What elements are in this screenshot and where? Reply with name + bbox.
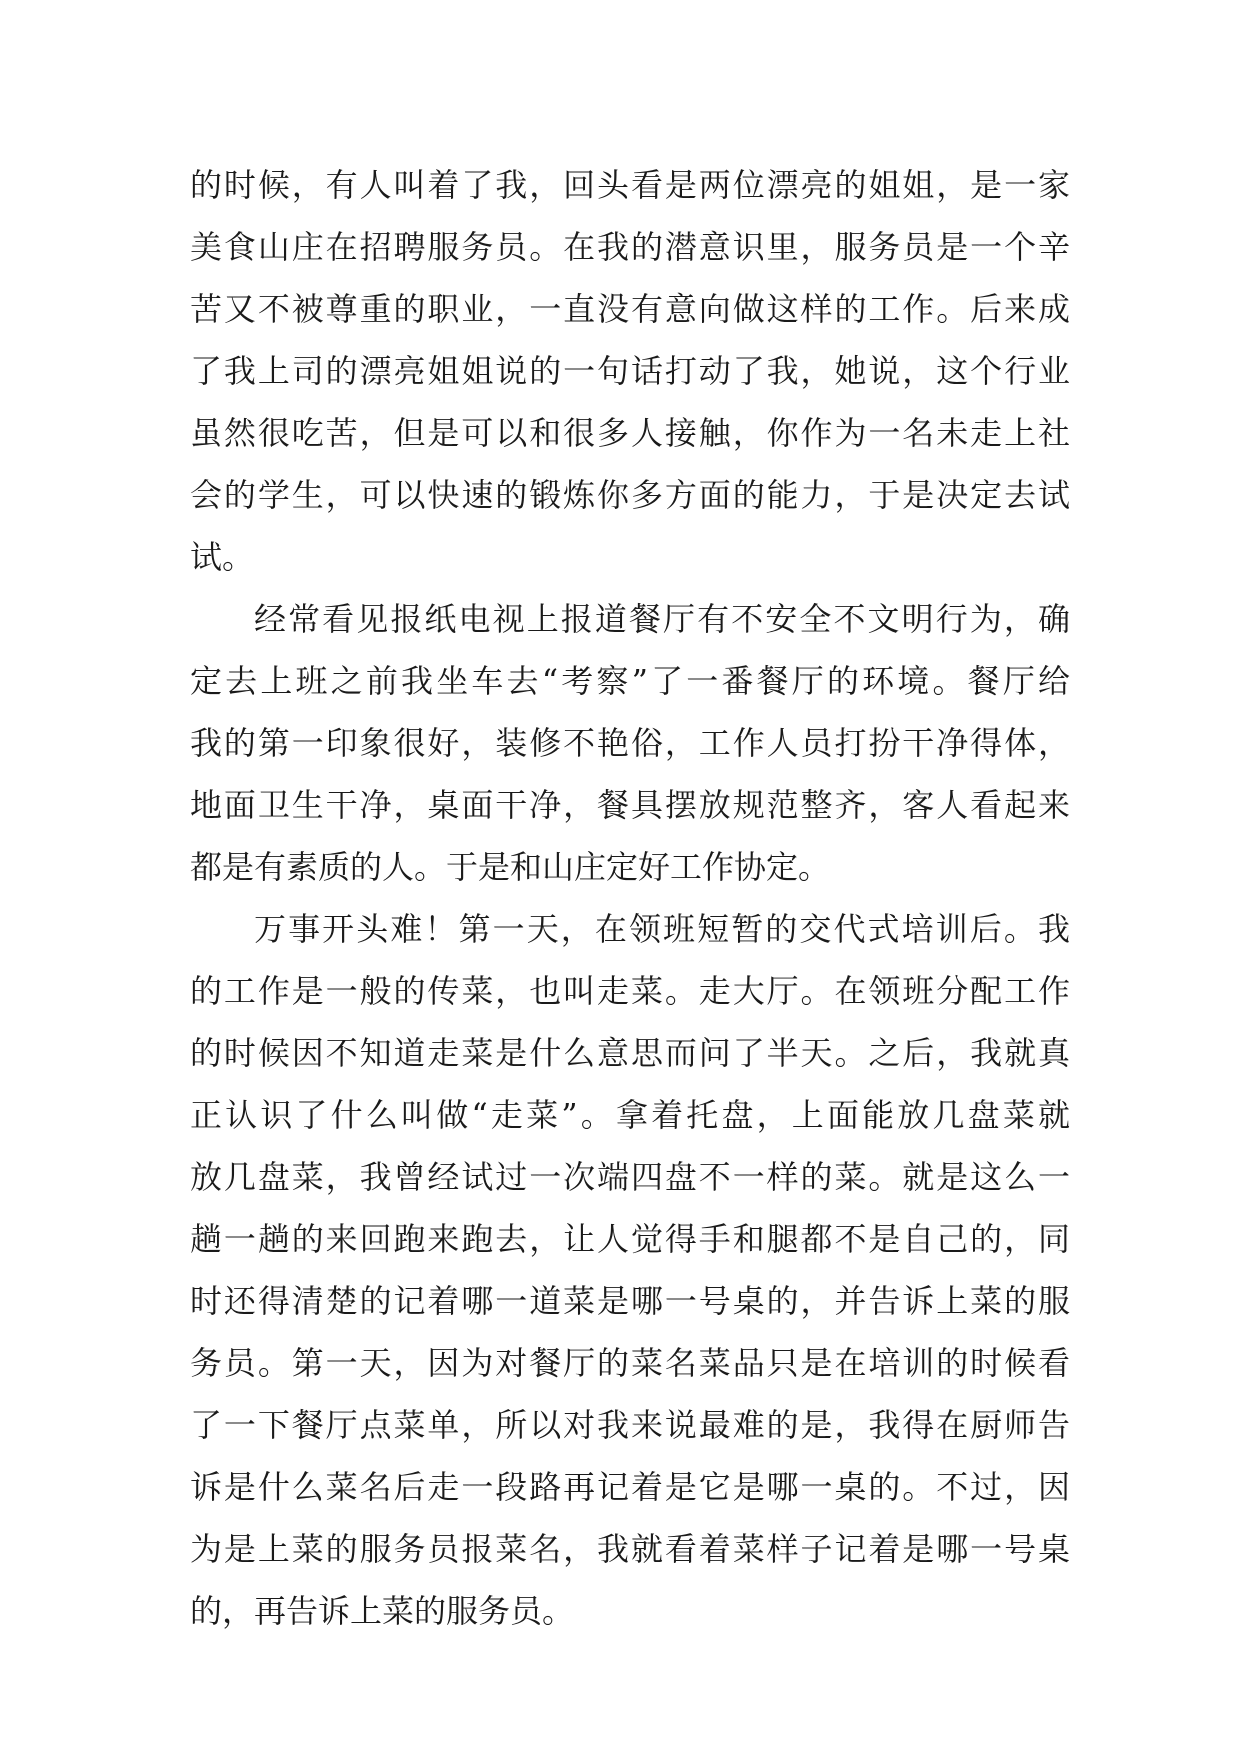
text-line: 时还得清楚的记着哪一道菜是哪一号桌的，并告诉上菜的服	[190, 1282, 1070, 1320]
text-line: 的时候，有人叫着了我，回头看是两位漂亮的姐姐，是一家	[190, 166, 1070, 204]
paragraph-2	[190, 588, 1070, 898]
text-line: 万事开头难！第一天，在领班短暂的交代式培训后。我	[254, 910, 1070, 948]
text-line: 定去上班之前我坐车去“考察”了一番餐厅的环境。餐厅给	[190, 662, 1070, 700]
text-line: 了我上司的漂亮姐姐说的一句话打动了我，她说，这个行业	[190, 352, 1070, 390]
text-line: 了一下餐厅点菜单，所以对我来说最难的是，我得在厨师告	[190, 1406, 1070, 1444]
text-line: 地面卫生干净，桌面干净，餐具摆放规范整齐，客人看起来	[190, 786, 1070, 824]
text-line: 我的第一印象很好，装修不艳俗，工作人员打扮干净得体，	[190, 724, 1070, 762]
text-line: 趟一趟的来回跑来跑去，让人觉得手和腿都不是自己的，同	[190, 1220, 1070, 1258]
text-line: 的时候因不知道走菜是什么意思而问了半天。之后，我就真	[190, 1034, 1070, 1072]
text-line: 的工作是一般的传菜，也叫走菜。走大厅。在领班分配工作	[190, 972, 1070, 1010]
body-text	[190, 154, 1070, 1642]
paragraph-1	[190, 154, 1070, 588]
text-line: 会的学生，可以快速的锻炼你多方面的能力，于是决定去试	[190, 476, 1070, 514]
text-line: 放几盘菜，我曾经试过一次端四盘不一样的菜。就是这么一	[190, 1158, 1070, 1196]
text-line: 经常看见报纸电视上报道餐厅有不安全不文明行为，确	[254, 600, 1070, 638]
text-line: 诉是什么菜名后走一段路再记着是它是哪一桌的。不过，因	[190, 1468, 1070, 1506]
text-line: 务员。第一天，因为对餐厅的菜名菜品只是在培训的时候看	[190, 1344, 1070, 1382]
text-line: 试。	[190, 538, 255, 576]
paragraph-3	[190, 898, 1070, 1642]
text-line: 都是有素质的人。于是和山庄定好工作协定。	[190, 848, 831, 886]
text-line: 美食山庄在招聘服务员。在我的潜意识里，服务员是一个辛	[190, 228, 1070, 266]
text-line: 虽然很吃苦，但是可以和很多人接触，你作为一名未走上社	[190, 414, 1070, 452]
text-line: 正认识了什么叫做“走菜”。拿着托盘，上面能放几盘菜就	[190, 1096, 1070, 1134]
text-line: 为是上菜的服务员报菜名，我就看着菜样子记着是哪一号桌	[190, 1530, 1070, 1568]
text-line: 苦又不被尊重的职业，一直没有意向做这样的工作。后来成	[190, 290, 1070, 328]
text-line: 的，再告诉上菜的服务员。	[190, 1592, 575, 1630]
